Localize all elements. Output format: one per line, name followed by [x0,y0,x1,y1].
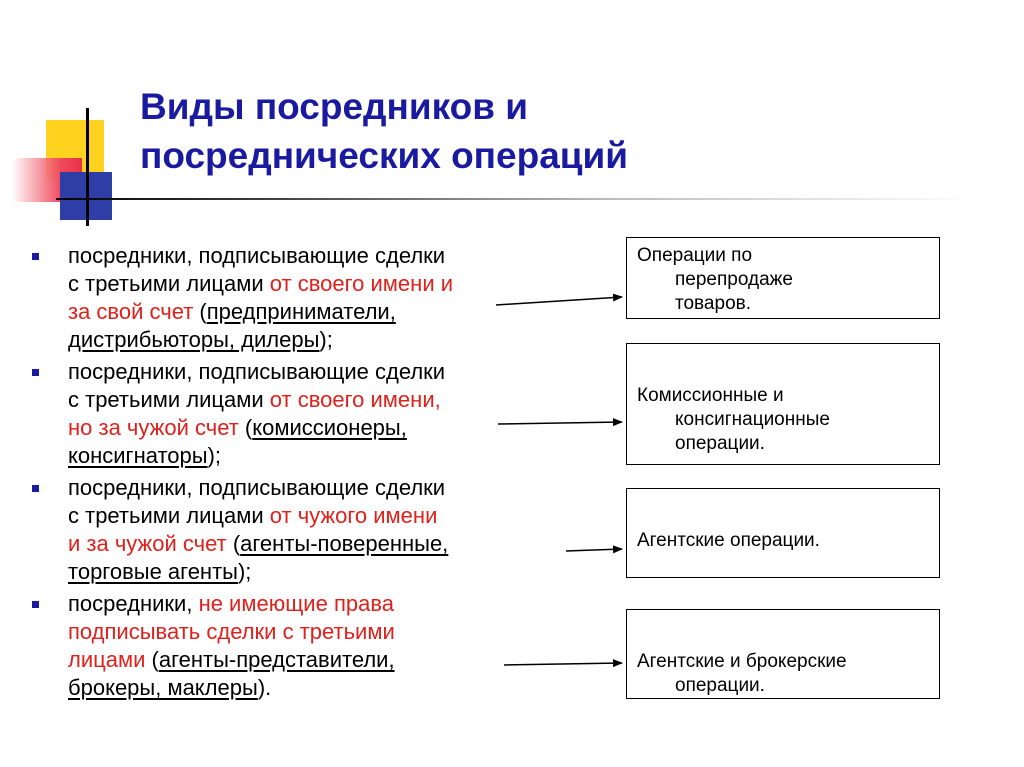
item-examples: агенты-поверенные, [240,531,449,556]
arrow-1 [496,297,622,305]
item-highlight: от своего имени и [269,271,454,296]
item-text: ); [207,443,222,468]
arrow-4 [504,663,622,665]
box-text: Операции по [637,245,753,266]
item-text: ). [257,675,272,700]
item-highlight: лицами [68,647,146,672]
item-examples: агенты-представители, [158,647,395,672]
item-examples: брокеры, маклеры [68,675,258,700]
item-text: ( [193,299,207,324]
box-text: операции. [675,675,765,696]
item-text: ( [145,647,159,672]
item-highlight: но за чужой счет [68,415,239,440]
box-text: Агентские и брокерские [637,651,847,672]
item-text: посредники, [68,591,199,616]
item-highlight: за свой счет [68,299,194,324]
item-text: ( [226,531,241,556]
item-highlight: и за чужой счет [68,531,227,556]
item-text: ); [319,327,333,352]
item-text: посредники, подписывающие сделки [68,359,446,384]
arrow-2 [498,422,622,424]
box-text: Комиссионные и [637,385,784,406]
item-examples: комиссионеры, [252,415,407,440]
item-text: с третьими лицами [68,387,270,412]
slide-title-line-2: посреднических операций [140,135,629,176]
box-text: товаров. [675,293,752,314]
box-text: Агентские операции. [637,530,820,551]
item-text: посредники, подписывающие сделки [68,243,446,268]
box-text: перепродаже [675,269,793,290]
item-highlight: от чужого имени [269,503,438,528]
box-text: операции. [675,433,765,454]
item-examples: дистрибьюторы, дилеры [68,327,320,352]
item-examples: консигнаторы [68,443,208,468]
item-highlight: подписывать сделки с третьими [68,619,395,644]
slide-title-line-1: Виды посредников и [140,86,529,127]
arrow-3 [566,549,622,551]
item-text: с третьими лицами [68,503,270,528]
item-text: с третьими лицами [68,271,270,296]
box-text: консигнационные [675,409,830,430]
item-text: посредники, подписывающие сделки [68,475,446,500]
item-examples: торговые агенты [68,559,238,584]
item-text: ( [238,415,253,440]
item-examples: предприниматели, [206,299,396,324]
item-highlight: не имеющие права [198,591,395,616]
item-highlight: от своего имени, [269,387,441,412]
item-text: ); [237,559,252,584]
